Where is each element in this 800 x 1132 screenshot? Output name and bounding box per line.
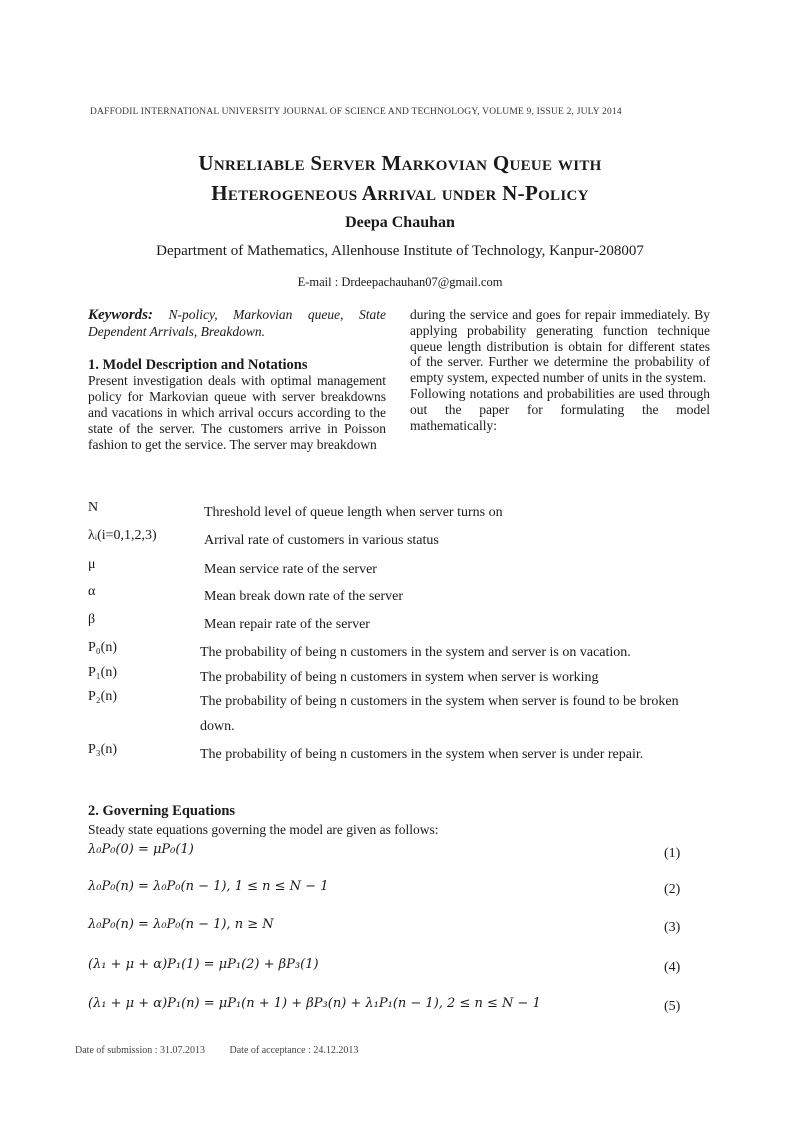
notation-description: The probability of being n customers in the system when server is found to be broken down. — [200, 694, 679, 734]
journal-header: DAFFODIL INTERNATIONAL UNIVERSITY JOURNAL OF SCIENCE AND TECHNOLOGY, VOLUME 9, ISSUE 2, JULY 2014 — [90, 107, 622, 117]
section-2-intro: Steady state equations governing the model are given as follows: — [88, 822, 439, 837]
equation-number: (1) — [664, 846, 681, 861]
notation-description: The probability of being n customers in the system when server is under repair. — [200, 747, 644, 762]
section-1-paragraph: Present investigation deals with optimal management policy for Markovian queue with server breakdowns and vacations in which arrival occurs according to the state of the server. The customers arrive in Poisson fashion to get the service. The server may breakdown — [88, 373, 386, 452]
section-2-heading: 2. Governing Equations — [88, 803, 236, 819]
right-column — [410, 307, 710, 433]
notation-symbol: P₂(n) — [88, 689, 117, 704]
notation-symbol: P₀(n) — [88, 640, 117, 655]
notation-symbol: β — [88, 612, 96, 627]
title-line-2: Heterogeneous Arrival under N-Policy — [211, 181, 589, 205]
section-1-heading: 1. Model Description and Notations — [88, 356, 308, 373]
equation-number: (4) — [664, 960, 681, 975]
equation-number: (2) — [664, 882, 681, 897]
acceptance-date: Date of acceptance : 24.12.2013 — [229, 1045, 359, 1056]
equation-number: (5) — [664, 999, 681, 1014]
title-line-1: Unreliable Server Markovian Queue with — [198, 151, 602, 175]
keywords — [88, 307, 386, 340]
notation-symbol: P₃(n) — [88, 742, 117, 757]
notation-description: The probability of being n customers in system when server is working — [200, 670, 599, 685]
equation-number: (3) — [664, 920, 681, 935]
notation-symbol: α — [88, 584, 96, 599]
equation: (λ₁ + μ + α)P₁(1) = μP₁(2) + βP₃(1) — [88, 957, 319, 972]
notation-symbol: μ — [88, 557, 96, 572]
notation-description: Mean break down rate of the server — [204, 589, 404, 604]
notation-description: Threshold level of queue length when server turns on — [204, 505, 503, 520]
submission-dates — [75, 1045, 380, 1056]
notation-symbol: P₁(n) — [88, 665, 117, 680]
keywords-text: N-policy, Markovian queue, State Dependent Arrivals, Breakdown. — [88, 307, 387, 339]
author-name: Deepa Chauhan — [345, 214, 455, 231]
author-affiliation: Department of Mathematics, Allenhouse Institute of Technology, Kanpur-208007 — [156, 243, 644, 259]
right-paragraph-1: during the service and goes for repair immediately. By applying probability generating function technique queue length distribution is obtain for different states of the server. Further we determine the probability of empty system, expected number of units in the system. — [410, 307, 710, 386]
equation: λ₀P₀(n) = λ₀P₀(n − 1), n ≥ N — [88, 917, 274, 932]
notation-description: Mean repair rate of the server — [204, 617, 370, 632]
right-paragraph-2: Following notations and probabilities are used through out the paper for formulating the model mathematically: — [410, 385, 710, 433]
notation-description: Mean service rate of the server — [204, 562, 377, 577]
submission-date: Date of submission : 31.07.2013 — [75, 1045, 205, 1056]
left-column — [88, 307, 386, 452]
equation: (λ₁ + μ + α)P₁(n) = μP₁(n + 1) + βP₃(n) + λ₁P₁(n − 1), 2 ≤ n ≤ N − 1 — [88, 996, 541, 1011]
author-email: E-mail : Drdeepachauhan07@gmail.com — [297, 275, 503, 289]
notation-symbol: N — [88, 500, 99, 515]
notation-description: Arrival rate of customers in various status — [204, 533, 439, 548]
equation: λ₀P₀(n) = λ₀P₀(n − 1), 1 ≤ n ≤ N − 1 — [88, 879, 329, 894]
equation: λ₀P₀(0) = μP₀(1) — [88, 842, 194, 857]
keywords-label: Keywords: — [88, 307, 153, 323]
notation-description: The probability of being n customers in the system and server is on vacation. — [200, 645, 631, 660]
notation-symbol: λᵢ(i=0,1,2,3) — [88, 528, 157, 543]
paper-title — [80, 148, 720, 208]
